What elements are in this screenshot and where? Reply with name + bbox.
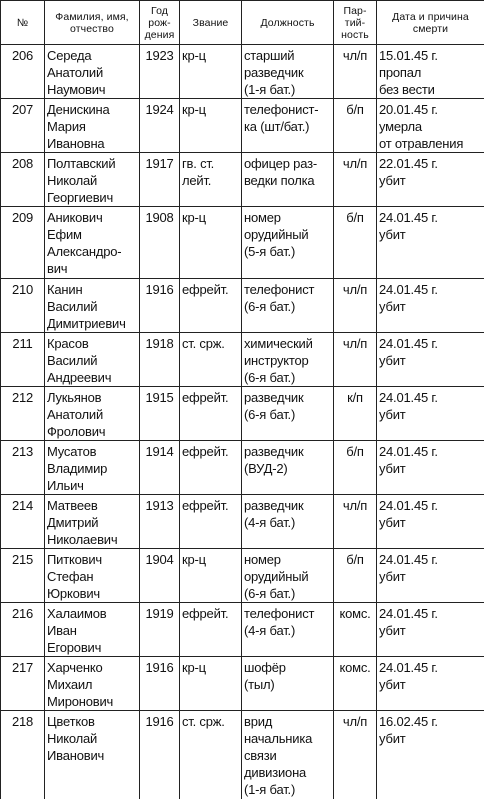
cell-number: 210 bbox=[1, 279, 45, 333]
cell-birth-year: 1908 bbox=[140, 207, 180, 279]
cell-birth-year: 1917 bbox=[140, 153, 180, 207]
cell-position: телефонист (6-я бат.) bbox=[242, 279, 334, 333]
cell-death: 24.01.45 г. убит bbox=[377, 207, 484, 279]
cell-birth-year: 1919 bbox=[140, 603, 180, 657]
cell-name: Питкович Стефан Юркович bbox=[45, 549, 140, 603]
cell-birth-year: 1914 bbox=[140, 441, 180, 495]
cell-name: Полтавский Николай Георгиевич bbox=[45, 153, 140, 207]
cell-position: шофёр (тыл) bbox=[242, 657, 334, 711]
table-row bbox=[1, 441, 484, 495]
header-birth-year: Год рож- дения bbox=[140, 1, 180, 45]
cell-death: 15.01.45 г. пропал без вести bbox=[377, 45, 484, 99]
cell-rank: ефрейт. bbox=[180, 387, 242, 441]
cell-death: 24.01.45 г. убит bbox=[377, 333, 484, 387]
cell-name: Красов Василий Андреевич bbox=[45, 333, 140, 387]
cell-rank: кр-ц bbox=[180, 657, 242, 711]
cell-death: 24.01.45 г. убит bbox=[377, 387, 484, 441]
cell-name: Матвеев Дмитрий Николаевич bbox=[45, 495, 140, 549]
header-name: Фамилия, имя, отчество bbox=[45, 1, 140, 45]
cell-party: чл/п bbox=[334, 495, 377, 549]
table-row bbox=[1, 387, 484, 441]
cell-party: б/п bbox=[334, 441, 377, 495]
cell-death: 24.01.45 г. убит bbox=[377, 657, 484, 711]
cell-rank: кр-ц bbox=[180, 99, 242, 153]
cell-number: 209 bbox=[1, 207, 45, 279]
table-row bbox=[1, 495, 484, 549]
cell-rank: ефрейт. bbox=[180, 603, 242, 657]
cell-name: Цветков Николай Иванович bbox=[45, 711, 140, 800]
cell-party: чл/п bbox=[334, 153, 377, 207]
cell-position: разведчик (6-я бат.) bbox=[242, 387, 334, 441]
cell-number: 216 bbox=[1, 603, 45, 657]
cell-number: 206 bbox=[1, 45, 45, 99]
cell-birth-year: 1916 bbox=[140, 279, 180, 333]
cell-name: Аникович Ефим Александро- вич bbox=[45, 207, 140, 279]
cell-name: Канин Василий Димитриевич bbox=[45, 279, 140, 333]
cell-position: номер орудийный (5-я бат.) bbox=[242, 207, 334, 279]
cell-death: 20.01.45 г. умерла от отравления bbox=[377, 99, 484, 153]
header-party: Пар- тий- ность bbox=[334, 1, 377, 45]
cell-party: б/п bbox=[334, 549, 377, 603]
cell-position: врид начальника связи дивизиона (1-я бат.) bbox=[242, 711, 334, 800]
cell-number: 208 bbox=[1, 153, 45, 207]
cell-party: к/п bbox=[334, 387, 377, 441]
cell-name: Харченко Михаил Миронович bbox=[45, 657, 140, 711]
table-row bbox=[1, 603, 484, 657]
cell-party: чл/п bbox=[334, 279, 377, 333]
cell-birth-year: 1913 bbox=[140, 495, 180, 549]
cell-rank: кр-ц bbox=[180, 207, 242, 279]
cell-party: чл/п bbox=[334, 45, 377, 99]
table-row bbox=[1, 549, 484, 603]
cell-death: 24.01.45 г. убит bbox=[377, 441, 484, 495]
table-row bbox=[1, 153, 484, 207]
header-number: № bbox=[1, 1, 45, 45]
cell-birth-year: 1918 bbox=[140, 333, 180, 387]
table-row bbox=[1, 333, 484, 387]
cell-birth-year: 1916 bbox=[140, 657, 180, 711]
cell-party: чл/п bbox=[334, 711, 377, 800]
cell-death: 24.01.45 г. убит bbox=[377, 495, 484, 549]
cell-death: 16.02.45 г. убит bbox=[377, 711, 484, 800]
cell-party: комс. bbox=[334, 603, 377, 657]
table-row bbox=[1, 657, 484, 711]
cell-party: комс. bbox=[334, 657, 377, 711]
cell-birth-year: 1924 bbox=[140, 99, 180, 153]
cell-rank: ст. срж. bbox=[180, 711, 242, 800]
cell-party: б/п bbox=[334, 207, 377, 279]
cell-rank: кр-ц bbox=[180, 549, 242, 603]
table-row bbox=[1, 207, 484, 279]
table-row bbox=[1, 45, 484, 99]
table-header bbox=[1, 1, 484, 45]
cell-death: 24.01.45 г. убит bbox=[377, 603, 484, 657]
cell-party: чл/п bbox=[334, 333, 377, 387]
cell-position: номер орудийный (6-я бат.) bbox=[242, 549, 334, 603]
cell-position: химический инструктор (6-я бат.) bbox=[242, 333, 334, 387]
cell-position: телефонист (4-я бат.) bbox=[242, 603, 334, 657]
cell-rank: гв. ст. лейт. bbox=[180, 153, 242, 207]
cell-rank: ефрейт. bbox=[180, 279, 242, 333]
cell-name: Мусатов Владимир Ильич bbox=[45, 441, 140, 495]
cell-rank: кр-ц bbox=[180, 45, 242, 99]
cell-birth-year: 1923 bbox=[140, 45, 180, 99]
cell-number: 207 bbox=[1, 99, 45, 153]
cell-position: телефонист- ка (шт/бат.) bbox=[242, 99, 334, 153]
table-row bbox=[1, 99, 484, 153]
cell-number: 217 bbox=[1, 657, 45, 711]
table-body bbox=[1, 45, 484, 800]
cell-birth-year: 1904 bbox=[140, 549, 180, 603]
header-row bbox=[1, 1, 484, 45]
cell-death: 22.01.45 г. убит bbox=[377, 153, 484, 207]
cell-rank: ст. срж. bbox=[180, 333, 242, 387]
header-death: Дата и причина смерти bbox=[377, 1, 484, 45]
cell-birth-year: 1915 bbox=[140, 387, 180, 441]
cell-number: 218 bbox=[1, 711, 45, 800]
header-rank: Звание bbox=[180, 1, 242, 45]
cell-number: 215 bbox=[1, 549, 45, 603]
cell-number: 214 bbox=[1, 495, 45, 549]
cell-birth-year: 1916 bbox=[140, 711, 180, 800]
cell-rank: ефрейт. bbox=[180, 495, 242, 549]
cell-number: 213 bbox=[1, 441, 45, 495]
cell-name: Лукьянов Анатолий Фролович bbox=[45, 387, 140, 441]
cell-death: 24.01.45 г. убит bbox=[377, 549, 484, 603]
cell-position: офицер раз- ведки полка bbox=[242, 153, 334, 207]
cell-number: 211 bbox=[1, 333, 45, 387]
cell-rank: ефрейт. bbox=[180, 441, 242, 495]
cell-name: Халаимов Иван Егорович bbox=[45, 603, 140, 657]
table-row bbox=[1, 711, 484, 800]
cell-position: старший разведчик (1-я бат.) bbox=[242, 45, 334, 99]
cell-death: 24.01.45 г. убит bbox=[377, 279, 484, 333]
cell-number: 212 bbox=[1, 387, 45, 441]
cell-position: разведчик (4-я бат.) bbox=[242, 495, 334, 549]
cell-position: разведчик (ВУД-2) bbox=[242, 441, 334, 495]
header-position: Должность bbox=[242, 1, 334, 45]
cell-party: б/п bbox=[334, 99, 377, 153]
table-row bbox=[1, 279, 484, 333]
cell-name: Денискина Мария Ивановна bbox=[45, 99, 140, 153]
cell-name: Середа Анатолий Наумович bbox=[45, 45, 140, 99]
